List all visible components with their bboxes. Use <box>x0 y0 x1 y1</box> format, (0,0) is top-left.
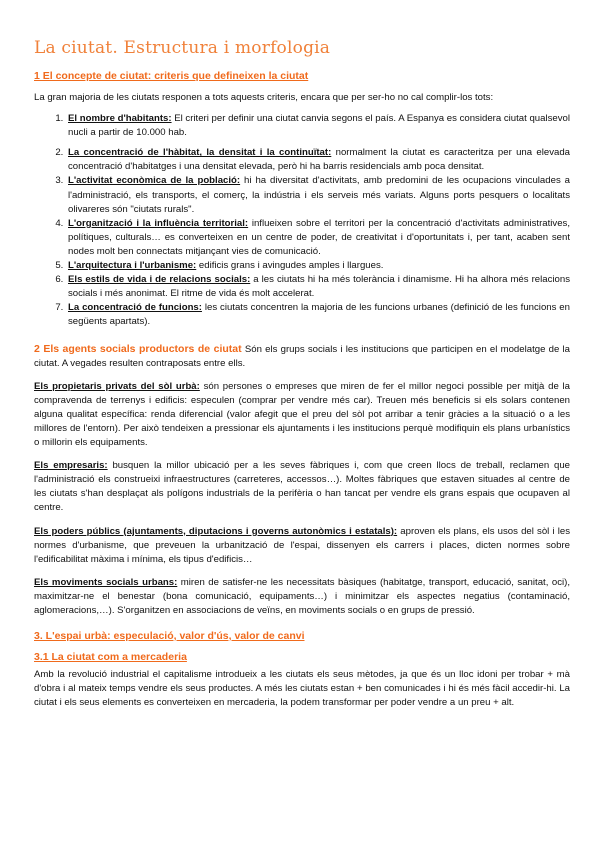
agent-paragraph: Els moviments socials urbans: miren de satisfer-ne les necessitats bàsiques (habitatge, transport, educació, sanitat, oci), maximitzar-ne el benestar (bona comunicació, equipaments…) i minimitzar els aspectes negatius (contaminació, aglomeracions,…). S'organitzen en associacions de veïns, en moviments socials o en grups de pressió. <box>34 576 570 616</box>
criteria-item: 6. Els estils de vida i de relacions socials: a les ciutats hi ha més tolerància i dinamisme. Hi ha alhora més relacions socials i més anonimat. El ritme de vida és molt accelerat. <box>66 273 570 301</box>
criteria-item: 3. L'activitat econòmica de la població: hi ha diversitat d'activitats, amb predomini de les ocupacions vinculades a l'administració, els transports, el comerç, la indústria i els serveis més variats. Alguns ports pesquers o localitats olivareres són "ciutats rurals". <box>66 174 570 216</box>
agent-paragraph: Els empresaris: busquen la millor ubicació per a les seves fàbriques i, com que creen llocs de treball, reclamen que l'administració els construeixi infraestructures (carreteres, accessos…). Moltes fàbriques que estaven situades al centre de les ciutats s'han desplaçat als polígons industrials de la perifèria o han tancat per vendre els grans espais que ocupaven al centre. <box>34 460 570 514</box>
criteria-item: 7. La concentració de funcions: les ciutats concentren la majoria de les funcions urbanes (definició de les funcions en següents apartats). <box>66 301 570 329</box>
criteria-item: 5. L'arquitectura i l'urbanisme: edificis grans i avingudes amples i llargues. <box>66 259 570 273</box>
section-1-intro: La gran majoria de les ciutats responen a tots aquests criteris, encara que per ser-ho no cal complir-los tots: <box>34 92 494 103</box>
criteria-item: 4. L'organització i la influència territorial: influeixen sobre el territori per la concentració d'activitats administratives, polítiques, culturals… es converteixen en un centre de poder, de creativitat i d'oportunitats i, per tant, acaben sent nodes molt ben connectats mitjançant vies de comunicació. <box>66 217 570 259</box>
criteria-item: 2. La concentració de l'hàbitat, la densitat i la continuïtat: normalment la ciutat es caracteritza per una elevada concentració d'habitatges i una densitat elevada, però hi ha barris residencials amb poca densitat. <box>66 146 570 174</box>
agent-paragraph: Els poders públics (ajuntaments, diputacions i governs autonòmics i estatals): aproven els plans, els usos del sòl i les normes d'urbanisme, que preveuen la urbanització de l'espai, dissenyen els carrers i places, dicten normes sobre l'edificabilitat màxima i mínima, els tipus d'edificis… <box>34 525 570 565</box>
criteria-list <box>34 112 570 329</box>
section-2-intro: 2 Els agents socials productors de ciutat Són els grups socials i les institucions que participen en el modelatge de la ciutat. A vegades resulten contraposats entre ells. <box>34 342 570 369</box>
section-1-heading: 1 El concepte de ciutat: criteris que defineixen la ciutat <box>34 70 309 82</box>
section-3-1-heading: 3.1 La ciutat com a mercaderia <box>34 651 187 664</box>
section-3-1-paragraph: Amb la revolució industrial el capitalisme introdueix a les ciutats els seus mètodes, ja que és un lloc idoni per trobar + mà d'obra i al mateix temps vendre els seus productes. A més les ciutats estan + ben comunicades i hi és més fàcil accedir-hi. La ciutat i els seus elements es converteixen en mercaderia, la podem transformar per poder vendre a un preu + alt. <box>34 669 570 709</box>
document-title: La ciutat. Estructura i morfologia <box>34 38 331 58</box>
section-2-heading: 2 Els agents socials productors de ciutat <box>34 342 242 355</box>
section-3-heading: 3. L'espai urbà: especulació, valor d'ús, valor de canvi <box>34 630 305 643</box>
criteria-item: 1. El nombre d'habitants: El criteri per definir una ciutat canvia segons el país. A Espanya es considera ciutat qualsevol nucli a partir de 10.000 hab. <box>66 112 570 140</box>
agent-paragraph: Els propietaris privats del sòl urbà: són persones o empreses que miren de fer el millor negoci possible per mitjà de la compravenda de terrenys i edificis: especulen (comprar per vendre més car). Treuen més beneficis si els solars contenen alguna qualitat específica: renda diferencial (valor afegit que el preu del sòl pot arribar a tenir gràcies a la situació o a les millores de l'entorn). Per això tendeixen a pressionar els ajuntaments i les institucions perquè modifiquin els plans urbanístics o millorin els equipaments. <box>34 380 571 449</box>
